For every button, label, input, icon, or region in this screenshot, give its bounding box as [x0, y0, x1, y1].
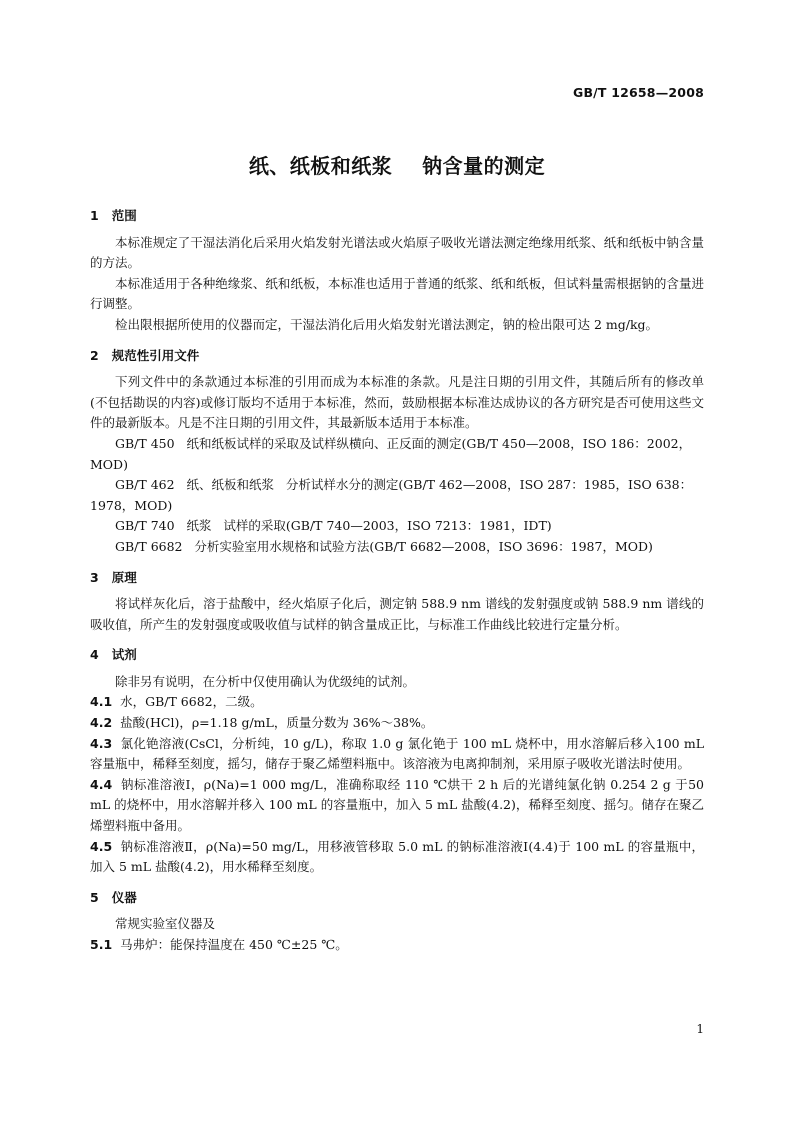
paragraph: 除非另有说明，在分析中仅使用确认为优级纯的试剂。: [115, 673, 416, 689]
clause-number: 5.1: [90, 937, 113, 952]
clause-number: 4.2: [90, 715, 113, 731]
clause-number: 4.1: [90, 694, 113, 710]
clause-text: 水，GB/T 6682，二级。: [120, 694, 263, 710]
clause-item: [90, 734, 704, 775]
reference-item: GB/T 6682 分析实验室用水规格和试验方法(GB/T 6682—2008，ISO 3696：1987，MOD): [115, 538, 653, 554]
paragraph: 常规实验室仪器及: [115, 916, 216, 932]
paragraph: 检出限根据所使用的仪器而定，干湿法消化后用火焰发射光谱法测定，钠的检出限可达 2 mg/kg。: [115, 316, 659, 332]
clause-item: [90, 837, 704, 878]
clause-text: 马弗炉：能保持温度在 450 ℃±25 ℃。: [120, 937, 348, 952]
section-heading-scope: 1 范围: [90, 208, 137, 223]
section-heading-normative-references: 2 规范性引用文件: [90, 347, 200, 363]
clause-item: [90, 692, 704, 713]
document-title: 纸、纸板和纸浆 钠含量的测定: [248, 154, 546, 178]
clause-number: 4.4: [90, 776, 113, 792]
clause-text: 钠标准溶液Ⅰ，ρ(Na)=1 000 mg/L，准确称取经 110 ℃烘干 2 h 后的光谱纯氯化钠 0.254 2 g 于50 mL 的烧杯中，用水溶解并移入 100 mL 的容量瓶中，加入 5 mL 盐酸(4.2)，稀释至刻度、摇匀。储存在聚乙烯塑料瓶中备用。: [90, 776, 705, 834]
section-heading-reagents: 4 试剂: [90, 647, 137, 663]
clause-item: [90, 935, 704, 956]
clause-item: [90, 775, 704, 837]
section-heading-principle: 3 原理: [90, 569, 137, 585]
section-heading-apparatus: 5 仪器: [90, 889, 137, 905]
clause-number: 4.3: [90, 735, 113, 751]
standard-code: GB/T 12658—2008: [572, 85, 704, 100]
document-body: [90, 206, 704, 956]
clause-text: 钠标准溶液Ⅱ，ρ(Na)=50 mg/L，用移液管移取 5.0 mL 的钠标准溶液Ⅰ(4.4)于 100 mL 的容量瓶中，加入 5 mL 盐酸(4.2)，用水稀释至刻度。: [90, 838, 704, 875]
clause-text: 氯化铯溶液(CsCl，分析纯，10 g/L)，称取 1.0 g 氯化铯于 100 mL 烧杯中，用水溶解后移入100 mL 容量瓶中，稀释至刻度，摇匀，储存于聚乙烯塑料瓶中。该溶液为电离抑制剂，采用原子吸收光谱法时使用。: [90, 735, 704, 772]
paragraph: 将试样灰化后，溶于盐酸中，经火焰原子化后，测定钠 588.9 nm 谱线的发射强度或钠 588.9 nm 谱线的吸收值，所产生的发射强度或吸收值与试样的钠含量成正比，与标准工作曲线比较进行定量分析。: [90, 596, 704, 632]
clause-number: 4.5: [90, 838, 113, 854]
page-number: 1: [696, 1022, 704, 1036]
reference-item: GB/T 462 纸、纸板和纸浆 分析试样水分的测定(GB/T 462—2008，ISO 287：1985，ISO 638：1978，MOD): [90, 477, 693, 513]
reference-item: GB/T 450 纸和纸板试样的采取及试样纵横向、正反面的测定(GB/T 450—2008，ISO 186：2002，MOD): [90, 435, 692, 472]
paragraph: 本标准规定了干湿法消化后采用火焰发射光谱法或火焰原子吸收光谱法测定绝缘用纸浆、纸和纸板中钠含量的方法。: [90, 234, 704, 271]
paragraph: 本标准适用于各种绝缘浆、纸和纸板，本标准也适用于普通的纸浆、纸和纸板，但试料量需根据钠的含量进行调整。: [90, 275, 704, 312]
clause-text: 盐酸(HCl)，ρ=1.18 g/mL，质量分数为 36%～38%。: [120, 715, 434, 731]
reference-item: GB/T 740 纸浆 试样的采取(GB/T 740—2003，ISO 7213：1981，IDT): [115, 518, 552, 534]
clause-item: [90, 713, 704, 734]
paragraph: 下列文件中的条款通过本标准的引用而成为本标准的条款。凡是注日期的引用文件，其随后所有的修改单(不包括勘误的内容)或修订版均不适用于本标准，然而，鼓励根据本标准达成协议的各方研究是否可使用这些文件的最新版本。凡是不注日期的引用文件，其最新版本适用于本标准。: [90, 374, 704, 431]
